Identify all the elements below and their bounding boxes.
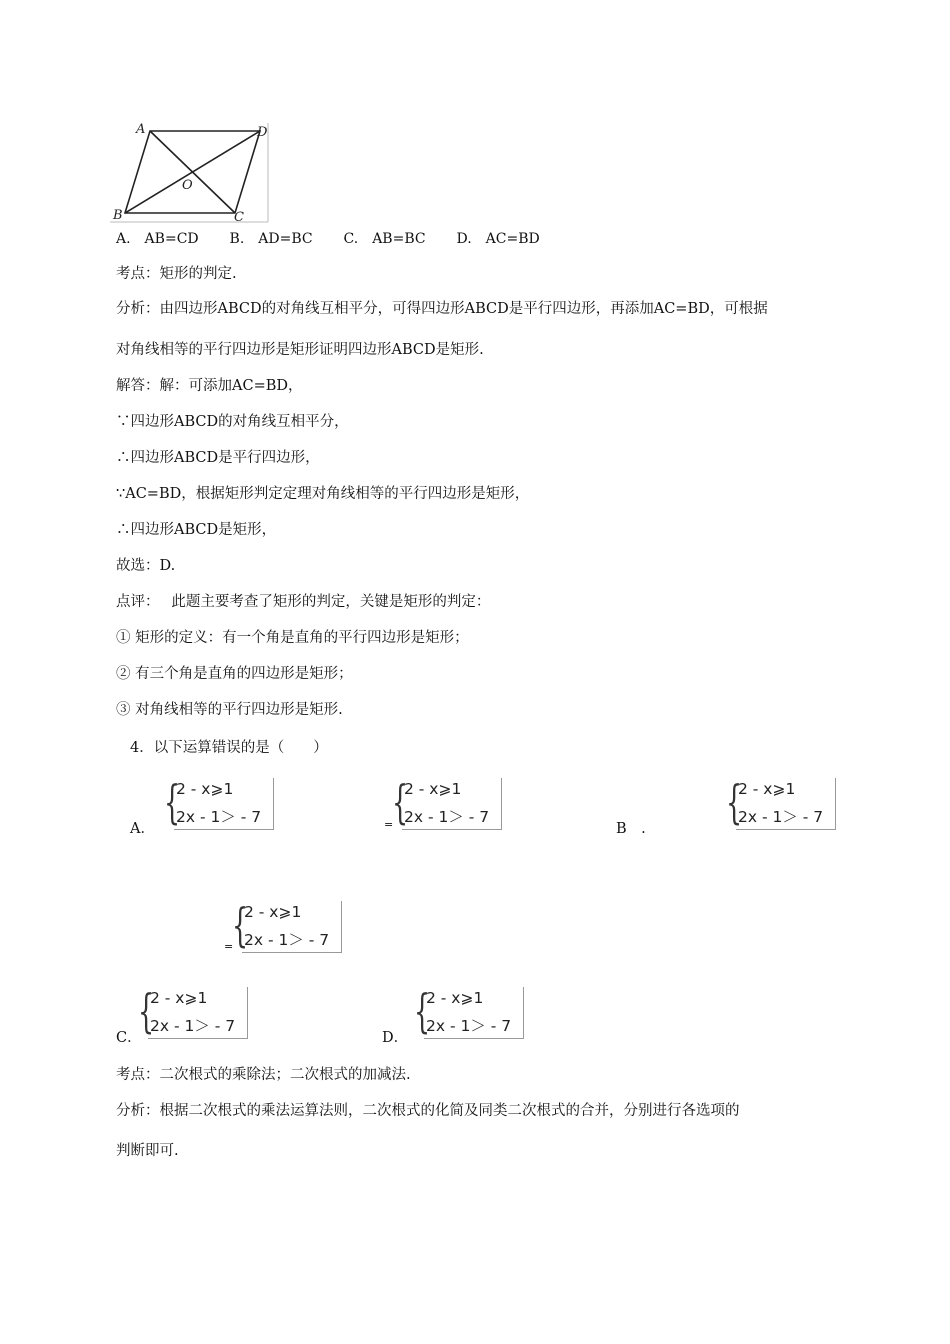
system-row2: 2x - 1＞ - 7 [244,931,330,949]
q3-option-a: A. AB=CD [116,231,199,247]
system-row1: 2 - x⩾1 [244,903,302,921]
q3-answer: 故选：D. [116,558,176,574]
q3-dianping-item: ③ 对角线相等的平行四边形是矩形. [116,702,343,718]
q3-fenxi-line2: 对角线相等的平行四边形是矩形证明四边形ABCD是矩形. [116,342,484,358]
system-row2: 2x - 1＞ - 7 [150,1017,236,1035]
system-row2: 2x - 1＞ - 7 [404,808,490,826]
q3-option-c: C. AB=BC [343,231,426,247]
q4-kaodian: 考点：二次根式的乘除法；二次根式的加减法. [116,1067,411,1083]
q3-jieda-line: ∴四边形ABCD是矩形， [116,522,277,538]
q4-system-image: { 2 - x⩾1 2x - 1＞ - 7 [232,901,342,953]
q4-system-image: { 2 - x⩾1 2x - 1＞ - 7 [726,778,836,830]
system-row2: 2x - 1＞ - 7 [738,808,824,826]
q3-jieda-line: 解答：解：可添加AC=BD， [116,378,303,394]
q3-kaodian: 考点：矩形的判定. [116,266,237,282]
q3-jieda-line: ∴四边形ABCD是平行四边形， [116,450,320,466]
vertex-label-c: C [234,210,244,225]
system-row2: 2x - 1＞ - 7 [426,1017,512,1035]
vertex-label-d: D [257,125,268,140]
vertex-label-b: B [113,208,123,223]
q4-fenxi-line1: 分析：根据二次根式的乘法运算法则，二次根式的化简及同类二次根式的合并，分别进行各选项的 [116,1103,740,1119]
vertex-label-a: A [136,122,146,137]
q4-label-b: B . [616,821,646,837]
parallelogram-figure [110,118,280,228]
system-row1: 2 - x⩾1 [738,780,796,798]
q3-fenxi-line1: 分析：由四边形ABCD的对角线互相平分，可得四边形ABCD是平行四边形，再添加AC=BD，可根据 [116,301,768,317]
q3-option-b: B. AD=BC [229,231,313,247]
system-row1: 2 - x⩾1 [176,780,234,798]
q3-dianping: 点评： 此题主要考查了矩形的判定，关键是矩形的判定： [116,594,491,610]
system-row1: 2 - x⩾1 [150,989,208,1007]
system-row2: 2x - 1＞ - 7 [176,808,262,826]
equals-sign: = [384,818,394,831]
q4-system-image: { 2 - x⩾1 2x - 1＞ - 7 [392,778,502,830]
q3-options [116,228,540,248]
q3-dianping-item: ② 有三个角是直角的四边形是矩形； [116,666,353,682]
q3-jieda-line: ∵AC=BD，根据矩形判定定理对角线相等的平行四边形是矩形， [116,486,530,502]
q4-fenxi-line2: 判断即可. [116,1143,179,1159]
diagonal-bd [125,131,260,213]
system-row1: 2 - x⩾1 [404,780,462,798]
center-label-o: O [182,178,193,193]
system-row1: 2 - x⩾1 [426,989,484,1007]
q4-label-a: A． [130,821,155,837]
q4-system-image: { 2 - x⩾1 2x - 1＞ - 7 [414,987,524,1039]
q4-system-image: { 2 - x⩾1 2x - 1＞ - 7 [164,778,274,830]
q4-question: 4．以下运算错误的是（ ） [130,740,328,756]
q3-option-d: D. AC=BD [456,231,540,247]
q3-jieda-line: ∵四边形ABCD的对角线互相平分， [116,414,349,430]
equals-sign: = [224,940,234,953]
q3-dianping-item: ① 矩形的定义：有一个角是直角的平行四边形是矩形； [116,630,469,646]
q4-system-image: { 2 - x⩾1 2x - 1＞ - 7 [138,987,248,1039]
q4-label-c: C． [116,1030,142,1046]
q4-label-d: D． [382,1030,409,1046]
